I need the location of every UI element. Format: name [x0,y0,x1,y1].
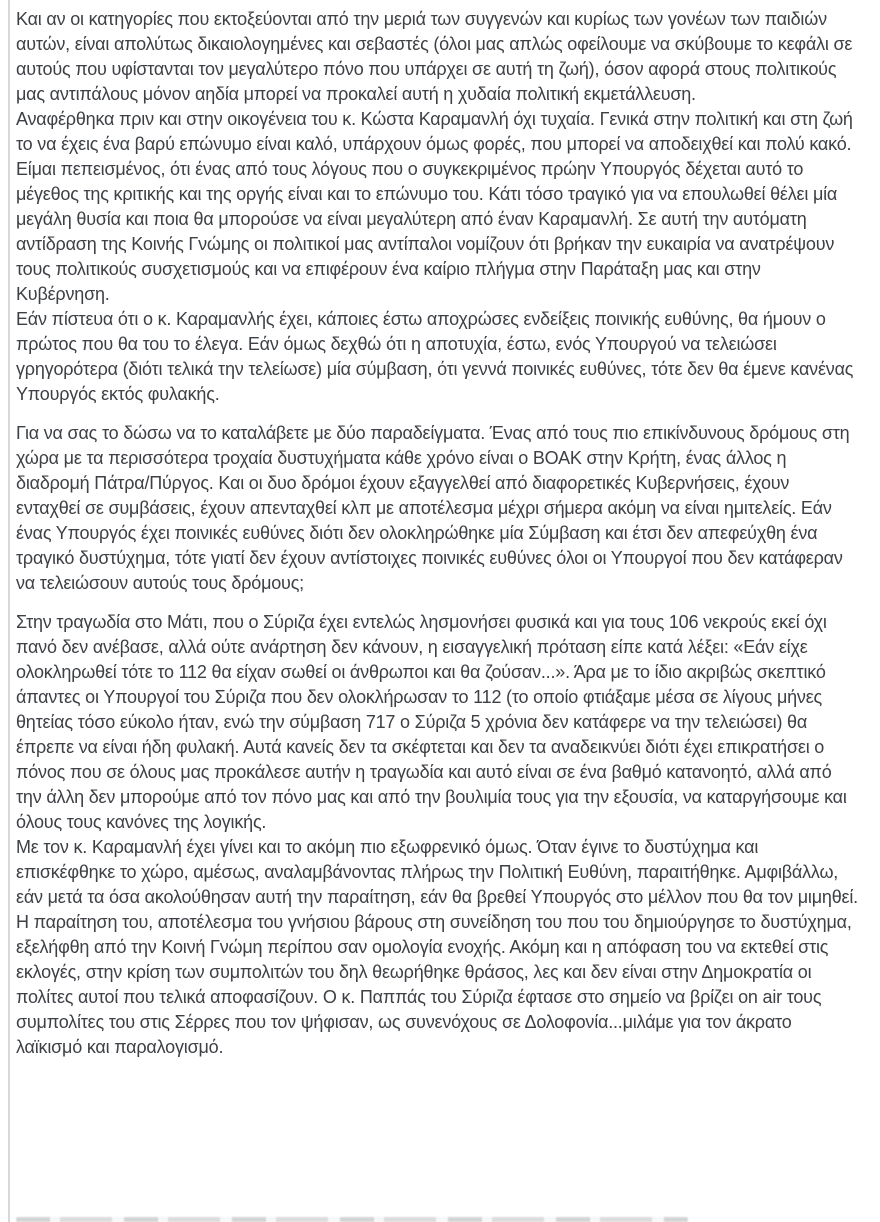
paragraph-5: Στην τραγωδία στο Μάτι, που ο Σύριζα έχει εντελώς λησμονήσει φυσικά και για τους 106 νεκρούς εκεί όχι πανό δεν ανέβασε, αλλά ούτε ανάρτηση δεν κάνουν, η εισαγγελική πρόταση είπε κατά λέξει: «Εάν είχε ολοκληρωθεί τότε το 112 θα είχαν σωθεί οι άνθρωποι και θα ζούσαν...». Άρα με το ίδιο ακριβώς σκεπτικό άπαντες οι Υπουργοί του Σύριζα που δεν ολοκλήρωσαν το 112 (το οποίο φτιάξαμε μέσα σε λίγους μήνες θητείας τόσο εύκολο ήταν, ενώ την σύμβαση 717 ο Σύριζα 5 χρόνια δεν κατάφερε να την τελειώσει) θα έπρεπε να είναι ήδη φυλακή. Αυτά κανείς δεν τα σκέφτεται και δεν τα αναδεικνύει διότι έχει επικρατήσει ο πόνος που σε όλους μας προκάλεσε αυτήν η τραγωδία και αυτό είναι σε ένα βαθμό κατανοητό, αλλά από την άλλη δεν μπορούμε από τον πόνο μας και από την βουλιμία τους για την εξουσία, να καταργήσουμε και όλους τους κανόνες της λογικής. [16,612,847,832]
paragraph-1: Και αν οι κατηγορίες που εκτοξεύονται από την μεριά των συγγενών και κυρίως των γονέων των παιδιών αυτών, είναι απολύτως δικαιολογημένες και σεβαστές (όλοι μας απλώς οφείλουμε να σκύβουμε το κεφάλι σε αυτούς που υφίστανται τον μεγαλύτερο πόνο που υπάρχει σε αυτή τη ζωή), όσον αφορά στους πολιτικούς μας αντιπάλους μόνον αηδία μπορεί να προκαλεί αυτή η χυδαία πολιτική εκμετάλλευση. [16,9,853,104]
text-block-1 [16,7,858,407]
left-border-rule [8,0,10,1222]
paragraph-3: Εάν πίστευα ότι ο κ. Καραμανλής έχει, κάποιες έστω αποχρώσες ενδείξεις ποινικής ευθύνης, θα ήμουν ο πρώτος που θα του το έλεγα. Εάν όμως δεχθώ ότι η αποτυχία, έστω, ενός Υπουργού να τελειώσει γρηγορότερα (διότι τελικά την τελείωσε) μία σύμβαση, ότι γεννά ποινικές ευθύνες, τότε δεν θα έμενε κανένας Υπουργός εκτός φυλακής. [16,309,854,404]
paragraph-2: Αναφέρθηκα πριν και στην οικογένεια του κ. Κώστα Καραμανλή όχι τυχαία. Γενικά στην πολιτική και στη ζωή το να έχεις ένα βαρύ επώνυμο είναι καλό, υπάρχουν όμως φορές, που μπορεί να αποδειχθεί και πολύ κακό. Είμαι πεπεισμένος, ότι ένας από τους λόγους που ο συγκεκριμένος πρώην Υπουργός δέχεται αυτό το μέγεθος της κριτικής και της οργής είναι και το επώνυμο του. Κάτι τόσο τραγικό για να επουλωθεί θέλει μία μεγάλη θυσία και ποια θα μπορούσε να είναι μεγαλύτερη από έναν Καραμανλή. Σε αυτή την αυτόματη αντίδραση της Κοινής Γνώμης οι πολιτικοί μας αντίπαλοι νομίζουν ότι βρήκαν την ευκαιρία να ανατρέψουν τους πολιτικούς συσχετισμούς και να επιφέρουν ένα καίριο πλήγμα στην Παράταξη μας και στην Κυβέρνηση. [16,109,853,304]
text-block-3 [16,610,858,1060]
text-block-2 [16,421,858,596]
clipped-text-line [16,1217,688,1222]
paragraph-4: Για να σας το δώσω να το καταλάβετε με δύο παραδείγματα. Ένας από τους πιο επικίνδυνους δρόμους στη χώρα με τα περισσότερα τροχαία δυστυχήματα κάθε χρόνο είναι ο ΒΟΑΚ στην Κρήτη, ένας άλλος η διαδρομή Πάτρα/Πύργος. Και οι δυο δρόμοι έχουν εξαγγελθεί από διαφορετικές Κυβερνήσεις, έχουν ενταχθεί σε συμβάσεις, έχουν απενταχθεί κλπ με αποτέλεσμα μέχρι σήμερα ακόμη να είναι ημιτελείς. Εάν ένας Υπουργός έχει ποινικές ευθύνες διότι δεν ολοκληρώθηκε μία Σύμβαση και έτσι δεν απεφεύχθη ένα τραγικό δυστύχημα, τότε γιατί δεν έχουν αντίστοιχες ποινικές ευθύνες όλοι οι Υπουργοί που δεν κατάφεραν να τελειώσουν αυτούς τους δρόμους; [16,423,850,593]
article-body [16,7,858,1074]
paragraph-6: Με τον κ. Καραμανλή έχει γίνει και το ακόμη πιο εξωφρενικό όμως. Όταν έγινε το δυστύχημα και επισκέφθηκε το χώρο, αμέσως, αναλαμβάνοντας πλήρως την Πολιτική Ευθύνη, παραιτήθηκε. Αμφιβάλλω, εάν μετά τα όσα ακολούθησαν αυτή την παραίτηση, εάν θα βρεθεί Υπουργός στο μέλλον που θα τον μιμηθεί. Η παραίτηση του, αποτέλεσμα του γνήσιου βάρους στη συνείδηση του που του δημιούργησε το δυστύχημα, εξελήφθη από την Κοινή Γνώμη περίπου σαν ομολογία ενοχής. Ακόμη και η απόφαση του να εκτεθεί στις εκλογές, στην κρίση των συμπολιτών του δηλ θεωρήθηκε θράσος, λες και δεν είναι στην Δημοκρατία οι πολίτες αυτοί που τελικά αποφασίζουν. Ο κ. Παππάς του Σύριζα έφτασε στο σημείο να βρίζει on air τους συμπολίτες του στις Σέρρες που τον ψήφισαν, ως συνενόχους σε Δολοφονία...μιλάμε για τον άκρατο λαϊκισμό και παραλογισμό. [16,837,858,1057]
